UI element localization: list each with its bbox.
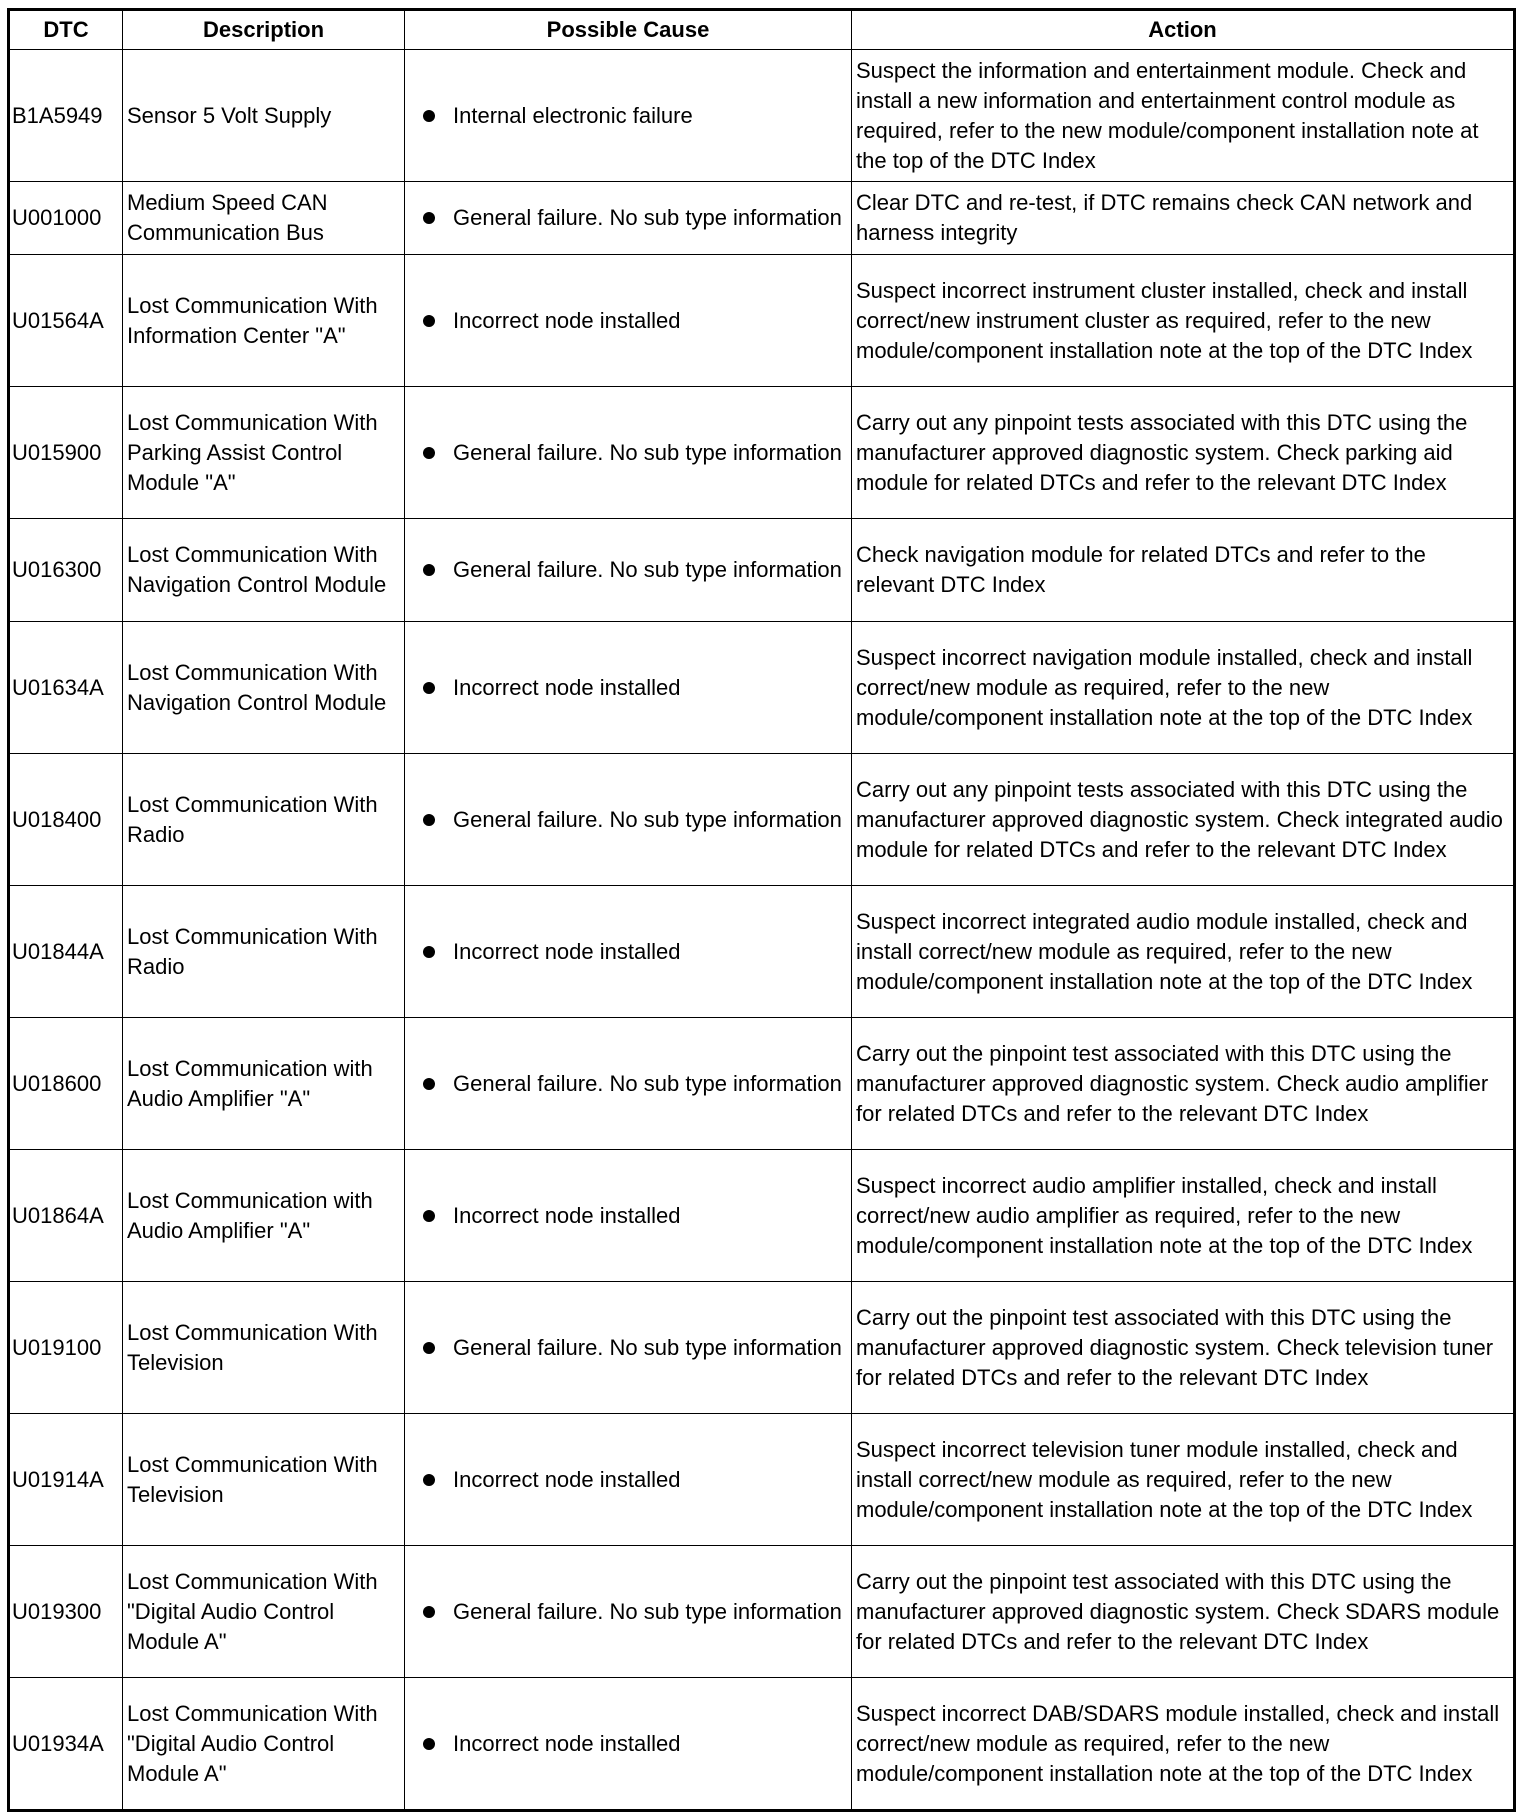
possible-cause	[405, 1678, 852, 1811]
possible-cause	[405, 1282, 852, 1414]
cause-text: Incorrect node installed	[453, 307, 681, 333]
description: Lost Communication With "Digital Audio Control Module A"	[123, 1546, 405, 1678]
table-row	[9, 1678, 1515, 1811]
cause-text: Incorrect node installed	[453, 1466, 681, 1492]
possible-cause	[405, 1414, 852, 1546]
bullet-icon	[423, 1342, 435, 1354]
table-row	[9, 1018, 1515, 1150]
cause-text: Incorrect node installed	[453, 938, 681, 964]
header-possible-cause: Possible Cause	[405, 10, 852, 50]
action: Check navigation module for related DTCs and refer to the relevant DTC Index	[852, 519, 1515, 622]
possible-cause	[405, 1546, 852, 1678]
bullet-icon	[423, 447, 435, 459]
bullet-icon	[423, 1738, 435, 1750]
bullet-icon	[423, 1606, 435, 1618]
cause-text: General failure. No sub type information	[453, 1598, 842, 1624]
cause-text: Incorrect node installed	[453, 1730, 681, 1756]
table-row	[9, 50, 1515, 182]
cause-text: Internal electronic failure	[453, 102, 693, 128]
cause-text: General failure. No sub type information	[453, 557, 842, 582]
cause-text: General failure. No sub type information	[453, 205, 842, 230]
description: Lost Communication With Navigation Control Module	[123, 519, 405, 622]
table-row	[9, 1414, 1515, 1546]
action: Carry out any pinpoint tests associated with this DTC using the manufacturer approved diagnostic system. Check parking aid module for related DTCs and refer to the relevant DTC Index	[852, 387, 1515, 519]
dtc-code: U01934A	[9, 1678, 123, 1811]
bullet-icon	[423, 1210, 435, 1222]
dtc-table	[7, 8, 1516, 1812]
table-row	[9, 387, 1515, 519]
dtc-code: U016300	[9, 519, 123, 622]
action: Suspect incorrect DAB/SDARS module installed, check and install correct/new module as required, refer to the new module/component installation note at the top of the DTC Index	[852, 1678, 1515, 1811]
dtc-code: U019300	[9, 1546, 123, 1678]
possible-cause	[405, 255, 852, 387]
dtc-code: U015900	[9, 387, 123, 519]
action: Carry out the pinpoint test associated with this DTC using the manufacturer approved diagnostic system. Check audio amplifier for related DTCs and refer to the relevant DTC Index	[852, 1018, 1515, 1150]
action: Carry out the pinpoint test associated with this DTC using the manufacturer approved diagnostic system. Check television tuner for related DTCs and refer to the relevant DTC Index	[852, 1282, 1515, 1414]
description: Lost Communication With Television	[123, 1282, 405, 1414]
bullet-icon	[423, 564, 435, 576]
description: Lost Communication With Television	[123, 1414, 405, 1546]
action: Carry out any pinpoint tests associated with this DTC using the manufacturer approved diagnostic system. Check integrated audio module for related DTCs and refer to the relevant DTC Index	[852, 754, 1515, 886]
description: Lost Communication With Radio	[123, 754, 405, 886]
possible-cause	[405, 387, 852, 519]
description: Lost Communication With Information Center "A"	[123, 255, 405, 387]
possible-cause	[405, 519, 852, 622]
action: Clear DTC and re-test, if DTC remains check CAN network and harness integrity	[852, 182, 1515, 255]
dtc-code: U018600	[9, 1018, 123, 1150]
dtc-code: U018400	[9, 754, 123, 886]
description: Lost Communication With Navigation Control Module	[123, 622, 405, 754]
action: Carry out the pinpoint test associated with this DTC using the manufacturer approved diagnostic system. Check SDARS module for related DTCs and refer to the relevant DTC Index	[852, 1546, 1515, 1678]
description: Lost Communication With Radio	[123, 886, 405, 1018]
cause-text: General failure. No sub type information	[453, 439, 842, 465]
dtc-code: U019100	[9, 1282, 123, 1414]
table-row	[9, 886, 1515, 1018]
action: Suspect the information and entertainment module. Check and install a new information and entertainment control module as required, refer to the new module/component installation note at the top of the DTC Index	[852, 50, 1515, 182]
description: Lost Communication With Parking Assist Control Module "A"	[123, 387, 405, 519]
description: Medium Speed CAN Communication Bus	[123, 182, 405, 255]
table-row	[9, 754, 1515, 886]
bullet-icon	[423, 946, 435, 958]
possible-cause	[405, 886, 852, 1018]
header-description: Description	[123, 10, 405, 50]
dtc-code: U01864A	[9, 1150, 123, 1282]
dtc-code: U01844A	[9, 886, 123, 1018]
description: Lost Communication with Audio Amplifier "A"	[123, 1150, 405, 1282]
dtc-code: U001000	[9, 182, 123, 255]
possible-cause	[405, 50, 852, 182]
table-row	[9, 622, 1515, 754]
action: Suspect incorrect television tuner module installed, check and install correct/new module as required, refer to the new module/component installation note at the top of the DTC Index	[852, 1414, 1515, 1546]
bullet-icon	[423, 682, 435, 694]
dtc-code: U01634A	[9, 622, 123, 754]
bullet-icon	[423, 1078, 435, 1090]
table-row	[9, 519, 1515, 622]
bullet-icon	[423, 814, 435, 826]
header-row	[9, 10, 1515, 50]
possible-cause	[405, 182, 852, 255]
header-dtc: DTC	[9, 10, 123, 50]
bullet-icon	[423, 212, 435, 224]
table-row	[9, 1546, 1515, 1678]
possible-cause	[405, 1150, 852, 1282]
action: Suspect incorrect instrument cluster installed, check and install correct/new instrument cluster as required, refer to the new module/component installation note at the top of the DTC Index	[852, 255, 1515, 387]
bullet-icon	[423, 110, 435, 122]
dtc-code: B1A5949	[9, 50, 123, 182]
cause-text: Incorrect node installed	[453, 1202, 681, 1228]
table-row	[9, 255, 1515, 387]
possible-cause	[405, 622, 852, 754]
description: Lost Communication With "Digital Audio Control Module A"	[123, 1678, 405, 1811]
possible-cause	[405, 754, 852, 886]
cause-text: General failure. No sub type information	[453, 1334, 842, 1360]
table-row	[9, 182, 1515, 255]
bullet-icon	[423, 315, 435, 327]
action: Suspect incorrect navigation module installed, check and install correct/new module as required, refer to the new module/component installation note at the top of the DTC Index	[852, 622, 1515, 754]
cause-text: General failure. No sub type information	[453, 806, 842, 832]
header-action: Action	[852, 10, 1515, 50]
possible-cause	[405, 1018, 852, 1150]
cause-text: General failure. No sub type information	[453, 1070, 842, 1096]
table-row	[9, 1282, 1515, 1414]
bullet-icon	[423, 1474, 435, 1486]
action: Suspect incorrect audio amplifier installed, check and install correct/new audio amplifier as required, refer to the new module/component installation note at the top of the DTC Index	[852, 1150, 1515, 1282]
dtc-code: U01914A	[9, 1414, 123, 1546]
cause-text: Incorrect node installed	[453, 674, 681, 700]
action: Suspect incorrect integrated audio module installed, check and install correct/new module as required, refer to the new module/component installation note at the top of the DTC Index	[852, 886, 1515, 1018]
description: Lost Communication with Audio Amplifier "A"	[123, 1018, 405, 1150]
table-row	[9, 1150, 1515, 1282]
dtc-code: U01564A	[9, 255, 123, 387]
description: Sensor 5 Volt Supply	[123, 50, 405, 182]
